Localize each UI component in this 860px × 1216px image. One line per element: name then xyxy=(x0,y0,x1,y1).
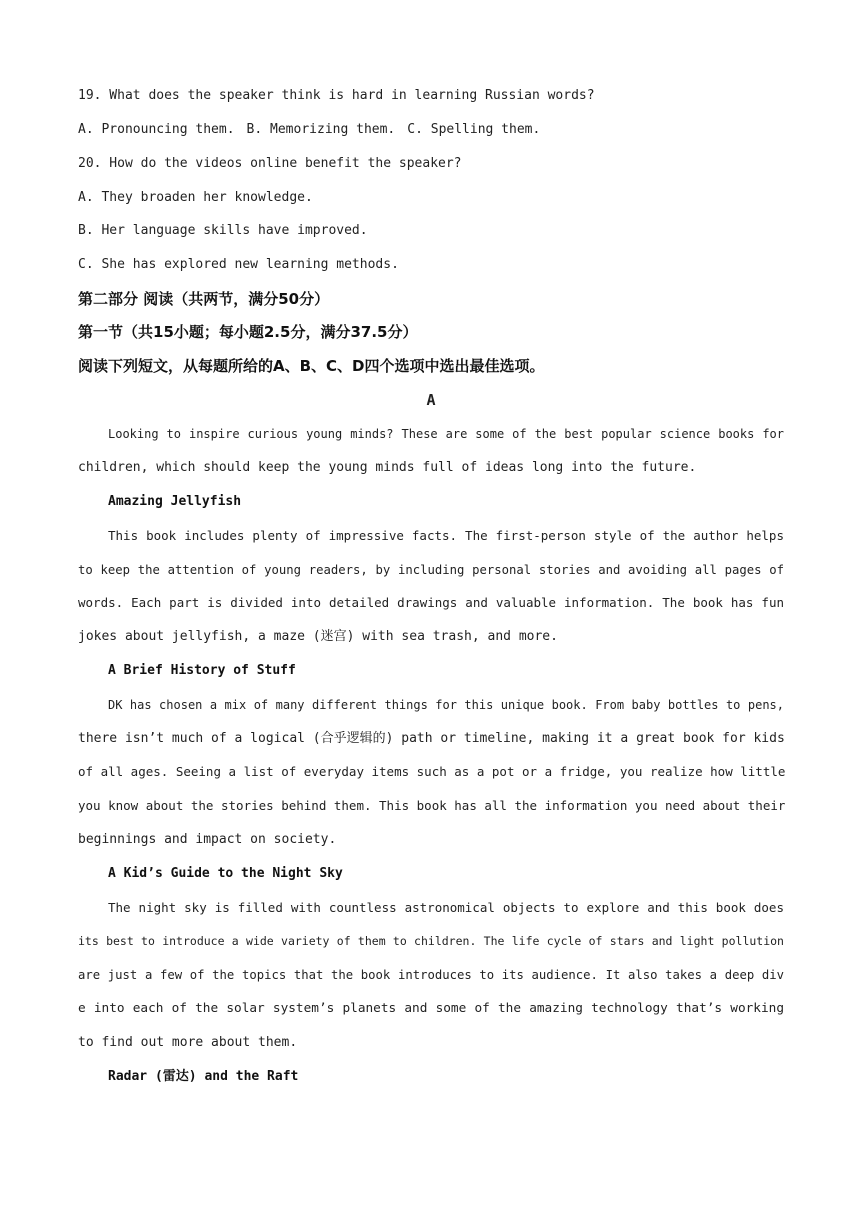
book-title-jellyfish: Amazing Jellyfish xyxy=(108,494,242,509)
night-sky-line-4: e into each of the solar system’s planets and some of the amazing technology that’s working xyxy=(78,1001,784,1016)
stuff-line-5: beginnings and impact on society. xyxy=(78,832,337,847)
q19-option-a: A. Pronouncing them. xyxy=(78,122,235,137)
book-title-radar: Radar (雷达) and the Raft xyxy=(108,1069,299,1084)
jellyfish-line-1: This book includes plenty of impressive facts. The first-person style of the author helps xyxy=(108,528,784,543)
jellyfish-line-2: to keep the attention of young readers, by including personal stories and avoiding all pages of xyxy=(78,563,784,577)
book-title-night-sky: A Kid’s Guide to the Night Sky xyxy=(108,866,343,881)
question-19: 19. What does the speaker think is hard in learning Russian words? xyxy=(78,88,595,103)
night-sky-line-2: its best to introduce a wide variety of them to children. The life cycle of stars and light pollution xyxy=(78,934,784,948)
question-19-options xyxy=(78,120,784,140)
q19-option-c: C. Spelling them. xyxy=(407,122,541,137)
stuff-line-1: DK has chosen a mix of many different things for this unique book. From baby bottles to pens, xyxy=(108,698,784,712)
intro-line-1: Looking to inspire curious young minds? These are some of the best popular science books for xyxy=(108,427,784,441)
q20-option-b: B. Her language skills have improved. xyxy=(78,223,368,238)
q20-option-c: C. She has explored new learning methods. xyxy=(78,257,399,272)
stuff-line-2: there isn’t much of a logical (合乎逻辑的) path or timeline, making it a great book for kids xyxy=(78,731,785,746)
night-sky-line-3: are just a few of the topics that the book introduces to its audience. It also takes a deep div xyxy=(78,968,784,982)
book-title-stuff: A Brief History of Stuff xyxy=(108,663,296,678)
question-20: 20. How do the videos online benefit the speaker? xyxy=(78,156,462,171)
jellyfish-line-3: words. Each part is divided into detailed drawings and valuable information. The book has fun xyxy=(78,595,784,610)
night-sky-line-1: The night sky is filled with countless astronomical objects to explore and this book does xyxy=(108,900,784,915)
passage-label: A xyxy=(426,391,436,409)
section-subtitle: 第一节（共15小题；每小题2.5分，满分37.5分） xyxy=(78,323,418,341)
stuff-line-4: you know about the stories behind them. This book has all the information you need about their xyxy=(78,798,786,813)
q20-option-a: A. They broaden her knowledge. xyxy=(78,190,313,205)
section-instruction: 阅读下列短文，从每题所给的A、B、C、D四个选项中选出最佳选项。 xyxy=(78,357,545,375)
jellyfish-line-4: jokes about jellyfish, a maze (迷宫) with sea trash, and more. xyxy=(78,629,558,644)
intro-line-2: children, which should keep the young minds full of ideas long into the future. xyxy=(78,460,697,475)
night-sky-line-5: to find out more about them. xyxy=(78,1035,298,1050)
stuff-line-3: of all ages. Seeing a list of everyday items such as a pot or a fridge, you realize how little xyxy=(78,764,786,779)
q19-option-b: B. Memorizing them. xyxy=(246,122,396,137)
part-title: 第二部分 阅读（共两节，满分50分） xyxy=(78,290,330,308)
